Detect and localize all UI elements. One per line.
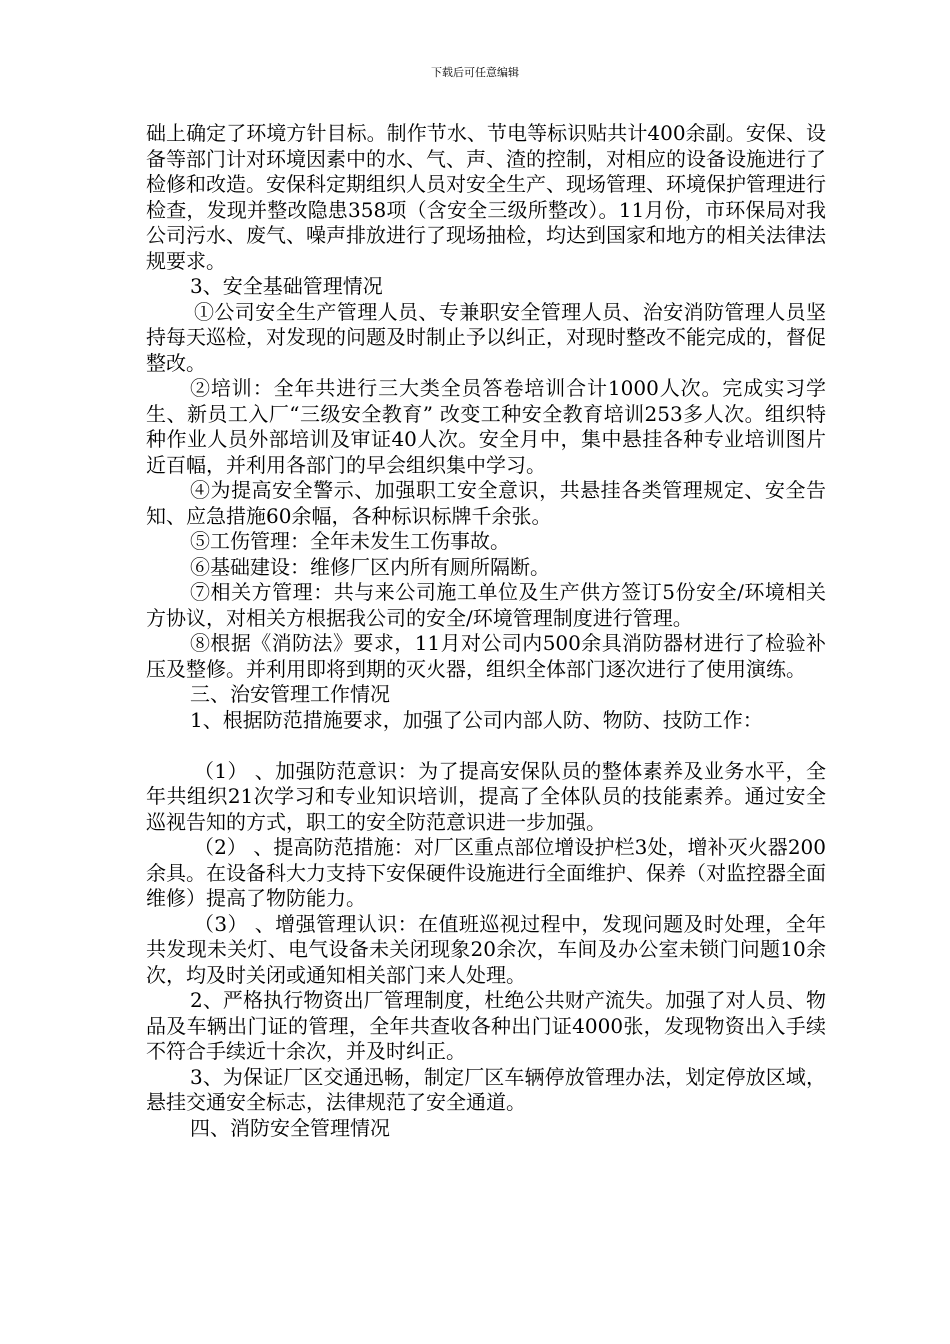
paragraph-security-1-2: （2） 、提高防范措施：对厂区重点部位增设护栏3处，增补灭火器200余具。在设备科大力支持下安保硬件设施进行全面维护、保养（对监控器全面维修）提高了物防能力。 [146,835,826,910]
paragraph-item-8: ⑧根据《消防法》要求，11月对公司内500余具消防器材进行了检验补压及整修。并利用即将到期的灭火器，组织全体部门逐次进行了使用演练。 [146,631,826,681]
paragraph-security-3: 3、为保证厂区交通迅畅，制定厂区车辆停放管理办法，划定停放区域，悬挂交通安全标志，法律规范了安全通道。 [146,1064,826,1114]
section-heading-fire-safety: 四、消防安全管理情况 [190,1115,390,1140]
blank-line [146,733,826,759]
section-heading-safety-basics: 3、安全基础管理情况 [190,274,383,298]
paragraph-environment-summary: 础上确定了环境方针目标。制作节水、节电等标识贴共计400余副。安保、设备等部门计对环境因素中的水、气、声、渣的控制，对相应的设备设施进行了检修和改造。安保科定期组织人员对安全生产、现场管理、环境保护管理进行检查，发现并整改隐患358项（含安全三级所整改）。11月份，市环保局对我公司污水、废气、噪声排放进行了现场抽检，均达到国家和地方的相关法律法规要求。 [146,121,826,273]
paragraph-security-1: 1、根据防范措施要求，加强了公司内部人防、物防、技防工作： [190,707,763,732]
section-heading-security: 三、治安管理工作情况 [190,682,390,706]
document-body [146,121,826,1141]
paragraph-item-7: ⑦相关方管理：共与来公司施工单位及生产供方签订5份安全/环境相关方协议，对相关方根据我公司的安全/环境管理制度进行管理。 [146,580,826,630]
paragraph-item-2: ②培训：全年共进行三大类全员答卷培训合计1000人次。完成实习学生、新员工入厂“三级安全教育” 改变工种安全教育培训253多人次。组织特种作业人员外部培训及审证40人次。安全月中，集中悬挂各种专业培训图片近百幅，并利用各部门的早会组织集中学习。 [146,376,826,477]
paragraph-item-4: ④为提高安全警示、加强职工安全意识，共悬挂各类管理规定、安全告知、应急措施60余幅，各种标识标牌千余张。 [146,478,826,528]
paragraph-item-6: ⑥基础建设：维修厂区内所有厕所隔断。 [190,554,550,579]
paragraph-item-1: ①公司安全生产管理人员、专兼职安全管理人员、治安消防管理人员坚持每天巡检，对发现的问题及时制止予以纠正，对现时整改不能完成的，督促整改。 [146,299,826,375]
paragraph-security-1-1: （1） 、加强防范意识：为了提高安保队员的整体素养及业务水平，全年共组织21次学习和专业知识培训，提高了全体队员的技能素养。通过安全巡视告知的方式，职工的安全防范意识进一步加强。 [146,758,826,834]
page-header: 下载后可任意编辑 [431,66,519,79]
paragraph-security-1-3: （3） 、增强管理认识：在值班巡视过程中，发现问题及时处理，全年共发现未关灯、电气设备未关闭现象20余次，车间及办公室未锁门问题10余次，均及时关闭或通知相关部门来人处理。 [146,911,826,987]
paragraph-item-5: ⑤工伤管理：全年未发生工伤事故。 [190,529,510,553]
paragraph-security-2: 2、严格执行物资出厂管理制度，杜绝公共财产流失。加强了对人员、物品及车辆出门证的管理，全年共查收各种出门证4000张，发现物资出入手续不符合手续近十余次，并及时纠正。 [146,988,826,1063]
